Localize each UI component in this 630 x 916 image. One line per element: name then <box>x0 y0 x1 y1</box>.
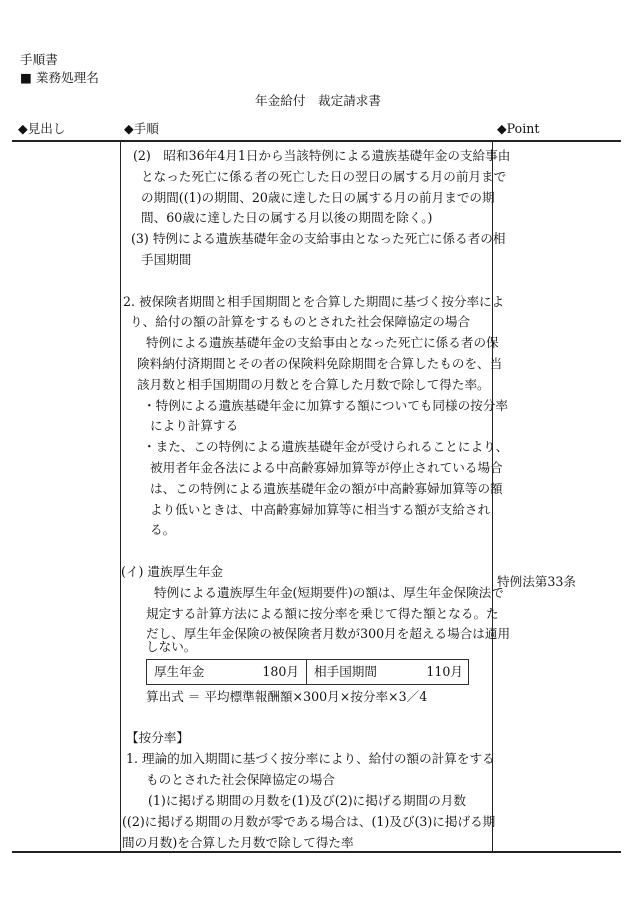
example-table <box>146 659 469 685</box>
text-line: (3) 特例による遺族基礎年金の支給事由となった死亡に係る者の相 <box>131 231 506 247</box>
example-table-divider <box>306 660 307 684</box>
column-header-point: ◆Point <box>497 121 540 136</box>
text-line: ・また、この特例による遺族基礎年金が受けられることにより、 <box>143 439 509 455</box>
text-line: (2) 昭和36年4月1日から当該特例による遺族基礎年金の支給事由 <box>133 148 511 163</box>
example-value-kosei: 180月 <box>262 664 299 679</box>
text-line: ・特例による遺族基礎年金に加算する額についても同様の按分率 <box>143 397 508 413</box>
column-header-procedure: ◆手順 <box>124 121 159 136</box>
text-line: しない。 <box>146 639 197 654</box>
formula-line: 算出式 ＝ 平均標準報酬額×300月×按分率×3／4 <box>146 689 428 704</box>
section-label: ■ 業務処理名 <box>20 70 99 85</box>
text-line: より低いときは、中高齢寡婦加算等に相当する額が支給され <box>150 501 491 517</box>
text-line: 2. 被保険者期間と相手国期間とを合算した期間に基づく按分率によ <box>123 293 505 309</box>
header-rule <box>12 140 621 142</box>
text-line: (イ) 遺族厚生年金 <box>121 564 223 579</box>
text-line: 特例による遺族基礎年金の支給事由となった死亡に係る者の保 <box>146 335 499 351</box>
text-line: り、給付の額の計算をするものとされた社会保障協定の場合 <box>130 314 471 330</box>
text-line: ((2)に掲げる期間の月数が零である場合は、(1)及び(3)に掲げる期 <box>122 814 496 829</box>
text-line: 該月数と相手国期間の月数とを合算した月数で除して得た率。 <box>137 376 490 392</box>
text-line: 特例による遺族厚生年金(短期要件)の額は、厚生年金保険法で <box>154 584 504 600</box>
doc-type: 手順書 <box>20 52 58 67</box>
text-line: 間、60歳に達した日の属する月以後の期間を除く。) <box>141 210 433 226</box>
text-line: 【按分率】 <box>126 730 189 745</box>
text-line: る。 <box>150 522 176 538</box>
text-line: だし、厚生年金保険の被保険者月数が300月を超える場合は適用 <box>146 626 511 642</box>
text-line: の期間((1)の期間、20歳に達した日の属する月の前月までの期 <box>141 189 495 205</box>
page-title: 年金給付 裁定請求書 <box>255 93 381 108</box>
text-line: ものとされた社会保障協定の場合 <box>146 772 335 787</box>
text-line: 手国期間 <box>141 252 192 267</box>
text-line: 規定する計算方法による額に按分率を乗じて得た額となる。た <box>146 605 499 621</box>
text-line: (1)に掲げる期間の月数を(1)及び(2)に掲げる期間の月数 <box>148 793 466 808</box>
text-line: は、この特例による遺族基礎年金の額が中高齢寡婦加算等の額 <box>150 480 503 496</box>
text-line: となった死亡に係る者の死亡した日の翌日の属する月の前月まで <box>141 168 507 184</box>
text-line: により計算する <box>150 418 239 434</box>
example-label-kosei: 厚生年金 <box>154 664 205 679</box>
text-line: 間の月数)を合算した月数で除して得た率 <box>122 835 354 850</box>
text-line: 険料納付済期間とその者の保険料免除期間を合算したものを、当 <box>137 356 503 371</box>
text-line: 被用者年金各法による中高齢寡婦加算等が停止されている場合 <box>150 460 503 475</box>
column-header-heading: ◆見出し <box>18 121 66 136</box>
point-note: 特例法第33条 <box>497 574 576 589</box>
column-divider-left <box>120 142 121 852</box>
example-value-partner: 110月 <box>426 664 463 679</box>
text-line: 1. 理論的加入期間に基づく按分率により、給付の額の計算をする <box>126 751 495 766</box>
example-label-partner: 相手国期間 <box>314 664 377 679</box>
